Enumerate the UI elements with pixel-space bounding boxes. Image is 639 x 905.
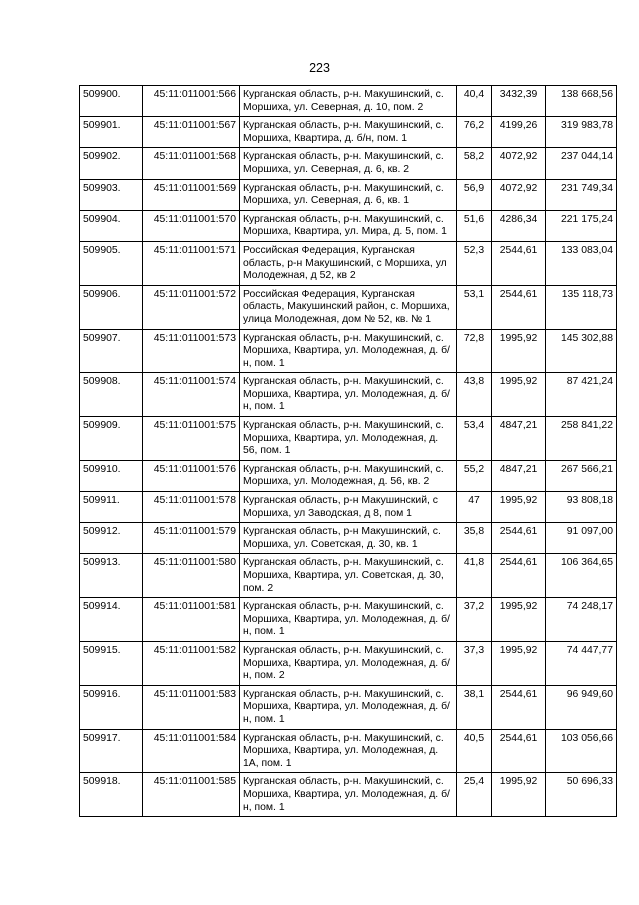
cadastral-number-cell: 45:11:011001:570 (143, 210, 240, 241)
table-row (80, 117, 617, 148)
area-cell: 40,5 (457, 729, 492, 773)
cadastral-number-cell: 45:11:011001:576 (143, 460, 240, 491)
address-cell: Курганская область, р-н. Макушинский, с. Моршиха, Квартира, д. б/н, пом. 1 (240, 117, 457, 148)
rate-cell: 4072,92 (492, 179, 546, 210)
row-number-cell: 509912. (80, 523, 143, 554)
address-cell: Курганская область, р-н. Макушинский, с. Моршиха, Квартира, ул. Молодежная, д. 56, пом. 1 (240, 417, 457, 461)
area-cell: 47 (457, 492, 492, 523)
area-cell: 52,3 (457, 241, 492, 285)
row-number-cell: 509918. (80, 773, 143, 817)
address-cell: Курганская область, р-н. Макушинский, с. Моршиха, Квартира, ул. Молодежная, д. б/н, пом. 1 (240, 373, 457, 417)
cadastral-value-cell: 74 447,77 (546, 641, 617, 685)
cadastral-number-cell: 45:11:011001:567 (143, 117, 240, 148)
cadastral-value-cell: 50 696,33 (546, 773, 617, 817)
rate-cell: 2544,61 (492, 554, 546, 598)
area-cell: 76,2 (457, 117, 492, 148)
cadastral-value-cell: 96 949,60 (546, 685, 617, 729)
area-cell: 72,8 (457, 329, 492, 373)
cadastral-value-cell: 74 248,17 (546, 598, 617, 642)
address-cell: Российская Федерация, Курганская область, р-н Макушинский, с Моршиха, ул Молодежная, д 52, кв 2 (240, 241, 457, 285)
address-cell: Курганская область, р-н. Макушинский, с. Моршиха, Квартира, ул. Молодежная, д. б/н, пом. 1 (240, 598, 457, 642)
cadastral-number-cell: 45:11:011001:585 (143, 773, 240, 817)
rate-cell: 1995,92 (492, 329, 546, 373)
rate-cell: 1995,92 (492, 373, 546, 417)
cadastral-number-cell: 45:11:011001:568 (143, 148, 240, 179)
cadastral-number-cell: 45:11:011001:571 (143, 241, 240, 285)
table-row (80, 241, 617, 285)
page-number: 223 (309, 61, 330, 75)
area-cell: 55,2 (457, 460, 492, 491)
rate-cell: 4286,34 (492, 210, 546, 241)
cadastral-value-cell: 87 421,24 (546, 373, 617, 417)
rate-cell: 4847,21 (492, 460, 546, 491)
row-number-cell: 509905. (80, 241, 143, 285)
table-row (80, 285, 617, 329)
row-number-cell: 509909. (80, 417, 143, 461)
row-number-cell: 509907. (80, 329, 143, 373)
table-row (80, 329, 617, 373)
row-number-cell: 509904. (80, 210, 143, 241)
row-number-cell: 509913. (80, 554, 143, 598)
table-row (80, 729, 617, 773)
cadastral-number-cell: 45:11:011001:583 (143, 685, 240, 729)
address-cell: Курганская область, р-н Макушинский, с. Моршиха, ул. Советская, д. 30, кв. 1 (240, 523, 457, 554)
cadastral-value-cell: 237 044,14 (546, 148, 617, 179)
cadastral-value-cell: 221 175,24 (546, 210, 617, 241)
rate-cell: 2544,61 (492, 729, 546, 773)
cadastral-value-cell: 135 118,73 (546, 285, 617, 329)
table-row (80, 210, 617, 241)
area-cell: 51,6 (457, 210, 492, 241)
address-cell: Курганская область, р-н. Макушинский, с. Моршиха, ул. Северная, д. 6, кв. 2 (240, 148, 457, 179)
table-row (80, 373, 617, 417)
rate-cell: 1995,92 (492, 773, 546, 817)
area-cell: 35,8 (457, 523, 492, 554)
cadastral-table (79, 85, 617, 817)
row-number-cell: 509911. (80, 492, 143, 523)
cadastral-number-cell: 45:11:011001:578 (143, 492, 240, 523)
cadastral-number-cell: 45:11:011001:579 (143, 523, 240, 554)
address-cell: Курганская область, р-н. Макушинский, с. Моршиха, ул. Молодежная, д. 56, кв. 2 (240, 460, 457, 491)
address-cell: Курганская область, р-н. Макушинский, с. Моршиха, ул. Северная, д. 10, пом. 2 (240, 86, 457, 117)
area-cell: 56,9 (457, 179, 492, 210)
cadastral-number-cell: 45:11:011001:582 (143, 641, 240, 685)
address-cell: Курганская область, р-н. Макушинский, с. Моршиха, Квартира, ул. Молодежная, д. б/н, пом. 1 (240, 773, 457, 817)
address-cell: Курганская область, р-н Макушинский, с Моршиха, ул Заводская, д 8, пом 1 (240, 492, 457, 523)
cadastral-number-cell: 45:11:011001:566 (143, 86, 240, 117)
row-number-cell: 509915. (80, 641, 143, 685)
rate-cell: 1995,92 (492, 598, 546, 642)
area-cell: 25,4 (457, 773, 492, 817)
cadastral-value-cell: 93 808,18 (546, 492, 617, 523)
row-number-cell: 509906. (80, 285, 143, 329)
area-cell: 37,3 (457, 641, 492, 685)
cadastral-number-cell: 45:11:011001:573 (143, 329, 240, 373)
cadastral-value-cell: 106 364,65 (546, 554, 617, 598)
cadastral-value-cell: 91 097,00 (546, 523, 617, 554)
address-cell: Курганская область, р-н. Макушинский, с. Моршиха, ул. Северная, д. 6, кв. 1 (240, 179, 457, 210)
area-cell: 37,2 (457, 598, 492, 642)
row-number-cell: 509903. (80, 179, 143, 210)
row-number-cell: 509900. (80, 86, 143, 117)
table-row (80, 417, 617, 461)
row-number-cell: 509917. (80, 729, 143, 773)
rate-cell: 4072,92 (492, 148, 546, 179)
cadastral-value-cell: 258 841,22 (546, 417, 617, 461)
rate-cell: 2544,61 (492, 523, 546, 554)
address-cell: Российская Федерация, Курганская область, Макушинский район, с. Моршиха, улица Молодежная, дом № 52, кв. № 1 (240, 285, 457, 329)
area-cell: 43,8 (457, 373, 492, 417)
cadastral-number-cell: 45:11:011001:575 (143, 417, 240, 461)
address-cell: Курганская область, р-н. Макушинский, с. Моршиха, Квартира, ул. Мира, д. 5, пом. 1 (240, 210, 457, 241)
row-number-cell: 509908. (80, 373, 143, 417)
row-number-cell: 509914. (80, 598, 143, 642)
cadastral-value-cell: 138 668,56 (546, 86, 617, 117)
table-row (80, 598, 617, 642)
row-number-cell: 509902. (80, 148, 143, 179)
table-row (80, 641, 617, 685)
area-cell: 41,8 (457, 554, 492, 598)
cadastral-value-cell: 319 983,78 (546, 117, 617, 148)
table-row (80, 86, 617, 117)
cadastral-number-cell: 45:11:011001:569 (143, 179, 240, 210)
rate-cell: 4847,21 (492, 417, 546, 461)
area-cell: 53,1 (457, 285, 492, 329)
cadastral-value-cell: 267 566,21 (546, 460, 617, 491)
cadastral-number-cell: 45:11:011001:574 (143, 373, 240, 417)
cadastral-value-cell: 133 083,04 (546, 241, 617, 285)
cadastral-number-cell: 45:11:011001:580 (143, 554, 240, 598)
table-row (80, 460, 617, 491)
rate-cell: 2544,61 (492, 241, 546, 285)
address-cell: Курганская область, р-н. Макушинский, с. Моршиха, Квартира, ул. Молодежная, д. б/н, пом. 1 (240, 329, 457, 373)
table-row (80, 685, 617, 729)
rate-cell: 1995,92 (492, 492, 546, 523)
cadastral-number-cell: 45:11:011001:581 (143, 598, 240, 642)
area-cell: 53,4 (457, 417, 492, 461)
address-cell: Курганская область, р-н. Макушинский, с. Моршиха, Квартира, ул. Молодежная, д. б/н, пом. 2 (240, 641, 457, 685)
area-cell: 40,4 (457, 86, 492, 117)
area-cell: 58,2 (457, 148, 492, 179)
table-row (80, 554, 617, 598)
area-cell: 38,1 (457, 685, 492, 729)
rate-cell: 1995,92 (492, 641, 546, 685)
cadastral-value-cell: 103 056,66 (546, 729, 617, 773)
table-row (80, 523, 617, 554)
row-number-cell: 509910. (80, 460, 143, 491)
cadastral-value-cell: 145 302,88 (546, 329, 617, 373)
row-number-cell: 509901. (80, 117, 143, 148)
rate-cell: 2544,61 (492, 285, 546, 329)
cadastral-value-cell: 231 749,34 (546, 179, 617, 210)
rate-cell: 3432,39 (492, 86, 546, 117)
table-row (80, 492, 617, 523)
table-row (80, 179, 617, 210)
table-row (80, 773, 617, 817)
address-cell: Курганская область, р-н. Макушинский, с. Моршиха, Квартира, ул. Молодежная, д. 1А, пом. 1 (240, 729, 457, 773)
address-cell: Курганская область, р-н. Макушинский, с. Моршиха, Квартира, ул. Советская, д. 30, пом. 2 (240, 554, 457, 598)
table-body (80, 86, 617, 817)
row-number-cell: 509916. (80, 685, 143, 729)
rate-cell: 2544,61 (492, 685, 546, 729)
cadastral-number-cell: 45:11:011001:584 (143, 729, 240, 773)
cadastral-number-cell: 45:11:011001:572 (143, 285, 240, 329)
address-cell: Курганская область, р-н. Макушинский, с. Моршиха, Квартира, ул. Молодежная, д. б/н, пом. 1 (240, 685, 457, 729)
table-row (80, 148, 617, 179)
rate-cell: 4199,26 (492, 117, 546, 148)
